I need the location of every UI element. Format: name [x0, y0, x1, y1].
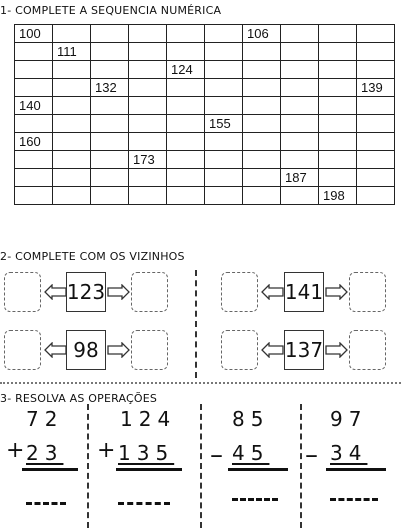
neighbor-left-box[interactable]: [4, 330, 41, 370]
grid-cell[interactable]: [281, 61, 319, 79]
grid-cell: [15, 25, 53, 43]
grid-cell: [281, 169, 319, 187]
grid-cell: [15, 133, 53, 151]
neighbor-right-box[interactable]: [131, 330, 168, 370]
grid-cell[interactable]: [319, 169, 357, 187]
grid-row: [15, 115, 395, 133]
grid-cell[interactable]: [205, 43, 243, 61]
grid-cell[interactable]: [357, 97, 395, 115]
grid-cell-value: 111: [57, 44, 77, 59]
grid-cell[interactable]: [167, 79, 205, 97]
grid-cell[interactable]: [53, 133, 91, 151]
grid-cell[interactable]: [205, 79, 243, 97]
grid-cell[interactable]: [243, 97, 281, 115]
grid-cell[interactable]: [357, 115, 395, 133]
neighbor-right-box[interactable]: [349, 330, 386, 370]
grid-cell[interactable]: [357, 133, 395, 151]
grid-cell[interactable]: [205, 61, 243, 79]
arrow-left-icon: [261, 342, 285, 358]
operand-bottom: 34: [330, 441, 368, 465]
grid-cell[interactable]: [129, 133, 167, 151]
grid-cell[interactable]: [319, 25, 357, 43]
grid-row: [15, 43, 395, 61]
operand-bottom: 23: [26, 441, 64, 465]
grid-cell[interactable]: [53, 79, 91, 97]
grid-cell-value: 100: [19, 26, 41, 41]
section2-title: 2- COMPLETE COM OS VIZINHOS: [0, 250, 185, 263]
section-separator: [0, 382, 401, 384]
grid-cell: [53, 43, 91, 61]
grid-cell[interactable]: [53, 115, 91, 133]
grid-row: [15, 169, 395, 187]
grid-cell[interactable]: [91, 169, 129, 187]
number-sequence-grid: [14, 24, 395, 205]
grid-cell[interactable]: [281, 115, 319, 133]
grid-cell[interactable]: [281, 151, 319, 169]
grid-cell[interactable]: [91, 61, 129, 79]
grid-cell[interactable]: [243, 61, 281, 79]
grid-cell[interactable]: [281, 187, 319, 205]
grid-cell[interactable]: [15, 79, 53, 97]
grid-cell[interactable]: [53, 169, 91, 187]
operator-sign: +: [6, 438, 25, 463]
grid-cell[interactable]: [15, 43, 53, 61]
grid-cell: [319, 187, 357, 205]
grid-cell[interactable]: [281, 97, 319, 115]
grid-cell[interactable]: [357, 151, 395, 169]
grid-cell-value: 160: [19, 134, 41, 149]
grid-cell: [205, 115, 243, 133]
grid-cell[interactable]: [167, 25, 205, 43]
grid-cell[interactable]: [243, 43, 281, 61]
answer-blank[interactable]: [330, 498, 378, 504]
grid-cell: [167, 61, 205, 79]
grid-cell[interactable]: [243, 187, 281, 205]
center-number: 137: [284, 330, 324, 370]
operand-bottom: 45: [232, 441, 270, 465]
grid-cell[interactable]: [167, 151, 205, 169]
arrow-right-icon: [106, 342, 130, 358]
arrow-left-icon: [44, 284, 68, 300]
operator-sign: –: [210, 440, 223, 470]
grid-cell[interactable]: [319, 115, 357, 133]
grid-cell[interactable]: [129, 43, 167, 61]
arrow-left-icon: [261, 284, 285, 300]
grid-cell[interactable]: [205, 25, 243, 43]
neighbor-right-box[interactable]: [349, 272, 386, 312]
op-divider: [200, 404, 202, 528]
sum-bar: [22, 468, 78, 471]
grid-cell[interactable]: [129, 25, 167, 43]
answer-blank[interactable]: [26, 502, 66, 508]
answer-blank[interactable]: [118, 502, 170, 508]
grid-row: [15, 61, 395, 79]
section1-title: 1- COMPLETE A SEQUENCIA NUMÉRICA: [0, 4, 222, 17]
grid-cell[interactable]: [167, 133, 205, 151]
grid-cell[interactable]: [205, 187, 243, 205]
grid-cell[interactable]: [167, 115, 205, 133]
grid-cell[interactable]: [243, 151, 281, 169]
arrow-left-icon: [44, 342, 68, 358]
grid-cell[interactable]: [319, 133, 357, 151]
grid-cell[interactable]: [167, 43, 205, 61]
grid-cell[interactable]: [243, 115, 281, 133]
grid-cell[interactable]: [15, 151, 53, 169]
grid-cell[interactable]: [357, 169, 395, 187]
operand-top: 124: [120, 407, 177, 431]
grid-cell-value: 140: [19, 98, 41, 113]
grid-cell[interactable]: [129, 187, 167, 205]
grid-cell[interactable]: [129, 79, 167, 97]
operand-top: 72: [26, 407, 64, 431]
grid-cell[interactable]: [281, 79, 319, 97]
grid-cell-value: 139: [361, 80, 383, 95]
grid-cell[interactable]: [129, 61, 167, 79]
grid-row: [15, 79, 395, 97]
grid-cell[interactable]: [205, 133, 243, 151]
arrow-right-icon: [106, 284, 130, 300]
grid-cell: [91, 79, 129, 97]
op-divider: [87, 404, 89, 528]
grid-cell-value: 106: [247, 26, 269, 41]
grid-cell[interactable]: [167, 169, 205, 187]
grid-cell[interactable]: [129, 115, 167, 133]
grid-cell[interactable]: [357, 187, 395, 205]
grid-cell-value: 124: [171, 62, 193, 77]
grid-cell: [357, 79, 395, 97]
operand-bottom: 135: [118, 441, 175, 465]
grid-cell[interactable]: [357, 61, 395, 79]
grid-cell-value: 173: [133, 152, 155, 167]
neighbor-left-box[interactable]: [221, 330, 258, 370]
grid-cell-value: 155: [209, 116, 231, 131]
grid-cell[interactable]: [53, 61, 91, 79]
grid-cell[interactable]: [53, 97, 91, 115]
grid-cell[interactable]: [91, 133, 129, 151]
grid-cell[interactable]: [91, 187, 129, 205]
grid-cell: [129, 151, 167, 169]
sum-bar: [326, 468, 386, 471]
center-number: 141: [284, 272, 324, 312]
grid-cell[interactable]: [281, 133, 319, 151]
grid-cell[interactable]: [243, 79, 281, 97]
neighbor-right-box[interactable]: [131, 272, 168, 312]
grid-cell[interactable]: [129, 169, 167, 187]
grid-cell[interactable]: [319, 61, 357, 79]
operator-sign: –: [305, 440, 318, 470]
op-divider: [300, 404, 302, 528]
operand-top: 85: [232, 407, 270, 431]
grid-cell[interactable]: [319, 151, 357, 169]
neighbor-left-box[interactable]: [4, 272, 41, 312]
grid-cell[interactable]: [15, 187, 53, 205]
grid-cell[interactable]: [15, 61, 53, 79]
operator-sign: +: [97, 438, 116, 463]
grid-cell[interactable]: [319, 97, 357, 115]
grid-cell-value: 198: [323, 188, 345, 203]
grid-cell[interactable]: [205, 151, 243, 169]
grid-cell-value: 132: [95, 80, 117, 95]
grid-row: [15, 25, 395, 43]
grid-cell[interactable]: [91, 151, 129, 169]
grid-cell[interactable]: [91, 25, 129, 43]
grid-row: [15, 97, 395, 115]
grid-row: [15, 151, 395, 169]
grid-cell[interactable]: [357, 43, 395, 61]
grid-cell[interactable]: [15, 115, 53, 133]
sum-bar: [116, 468, 182, 471]
grid-cell[interactable]: [167, 187, 205, 205]
grid-cell[interactable]: [53, 187, 91, 205]
grid-cell[interactable]: [357, 25, 395, 43]
grid-cell[interactable]: [167, 97, 205, 115]
grid-cell[interactable]: [243, 169, 281, 187]
grid-row: [15, 133, 395, 151]
grid-row: [15, 187, 395, 205]
grid-cell[interactable]: [53, 25, 91, 43]
arrow-right-icon: [324, 284, 348, 300]
grid-cell[interactable]: [205, 169, 243, 187]
grid-cell[interactable]: [91, 115, 129, 133]
grid-cell[interactable]: [53, 151, 91, 169]
grid-cell[interactable]: [91, 43, 129, 61]
grid-cell[interactable]: [15, 169, 53, 187]
grid-cell[interactable]: [129, 97, 167, 115]
grid-cell-value: 187: [285, 170, 307, 185]
grid-cell[interactable]: [91, 97, 129, 115]
section2-divider: [195, 270, 197, 378]
operand-top: 97: [330, 407, 368, 431]
section3-title: 3- RESOLVA AS OPERAÇÕES: [0, 392, 158, 405]
grid-cell[interactable]: [281, 43, 319, 61]
grid-cell: [243, 25, 281, 43]
sum-bar: [228, 468, 288, 471]
grid-cell[interactable]: [319, 43, 357, 61]
grid-cell[interactable]: [205, 97, 243, 115]
grid-cell[interactable]: [319, 79, 357, 97]
grid-cell[interactable]: [243, 133, 281, 151]
arrow-right-icon: [324, 342, 348, 358]
center-number: 123: [66, 272, 106, 312]
grid-cell: [15, 97, 53, 115]
answer-blank[interactable]: [232, 498, 278, 504]
neighbor-left-box[interactable]: [221, 272, 258, 312]
center-number: 98: [66, 330, 106, 370]
grid-cell[interactable]: [281, 25, 319, 43]
